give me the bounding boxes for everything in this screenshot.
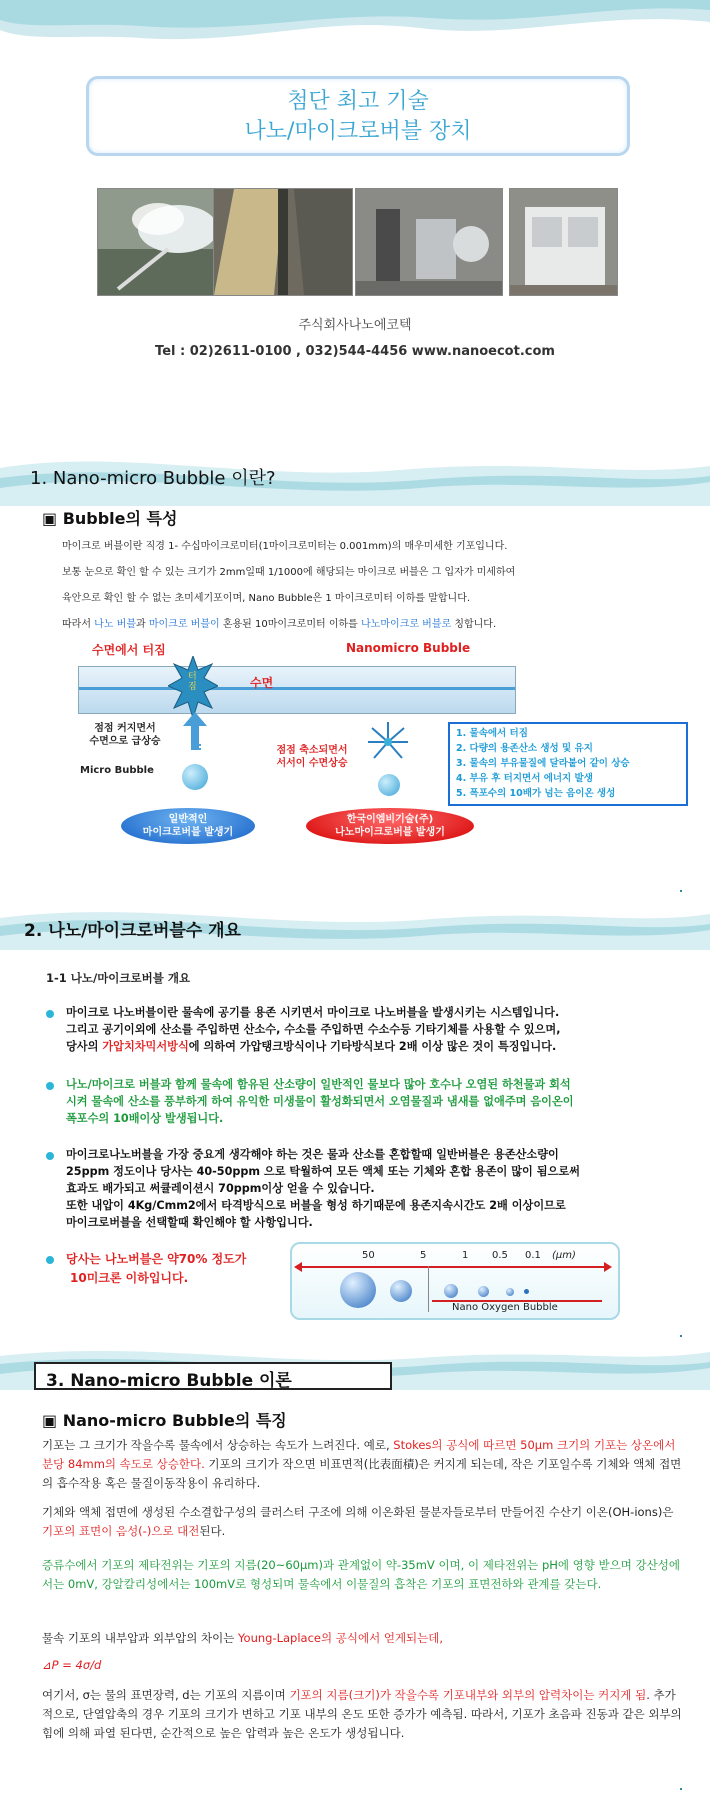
bubble-1um: [444, 1284, 458, 1298]
scale-tick-05: 0.5: [492, 1250, 508, 1261]
bubble-scale-figure: [290, 1242, 620, 1320]
bubble-tiny: [524, 1289, 529, 1294]
bullet-3: [46, 1152, 54, 1160]
s3-para-3: 증류수에서 기포의 제타전위는 기포의 지름(20~60μm)과 관계없이 약-35mV 이며, 이 제타전위는 pH에 영향 받으며 강산성에서는 0mV, 강알칼리성에서는 100mV로 형성되며 물속에서 이물질의 흡착은 기포의 표면전하와 관계를 갖는다.: [42, 1558, 680, 1591]
section1-heading: 1. Nano-micro Bubble 이란?: [30, 468, 276, 489]
micro-bubble-label: Micro Bubble: [80, 765, 154, 776]
title-banner: [86, 76, 630, 156]
axis-arrow-right-icon: [604, 1262, 612, 1272]
s2-bullet-3: 마이크로나노버블을 가장 중요게 생각해야 하는 것은 물과 산소를 혼합할때 일반버블은 용존산소량이 25ppm 정도이나 당사는 40-50ppm 으로 탁월하여 모든 액체 또는 기체와 혼합 용존이 많이 됨으로써 효과도 배가되고 써큘레이션시 70ppm이상 얻을 수 있습니다. 또한 내압이 4Kg/Cmm2에서 타격방식으로 버블을 형성 하기때문에 용존지속시간도 2배 이상이므로 마이크로버블을 선택할때 확인해야 할 사항입니다.: [66, 1148, 580, 1229]
section3-heading: 3. Nano-micro Bubble 이론: [46, 1371, 292, 1391]
feature-1: 1. 물속에서 터짐: [456, 728, 528, 739]
header-wave: [0, 0, 710, 60]
water-surface-band: [78, 666, 516, 714]
arrow-up-icon: [183, 712, 207, 748]
s1-line-4: 따라서 나노 버블과 마이크로 버블이 혼용된 10마이크로미터 이하를 나노마이크로 버블로 칭합니다.: [62, 619, 497, 630]
bullet-4: [46, 1256, 54, 1264]
generic-generator-badge: 일반적인 마이크로버블 발생기: [121, 808, 255, 844]
corner-dot-2: [680, 1335, 682, 1337]
corner-dot: [680, 890, 682, 892]
rise-slow-label: 점점 축소되면서 서서이 수면상승: [276, 745, 348, 769]
equal-mark-top: [191, 744, 201, 746]
scale-tick-1: 1: [462, 1250, 469, 1261]
feature-4: 4. 부유 후 터지면서 에너지 발생: [456, 773, 593, 784]
features-box: [448, 722, 688, 806]
micro-bubble-icon: [182, 764, 208, 790]
scale-divider: [428, 1266, 429, 1312]
photo-enclosure: [509, 188, 618, 296]
section2-heading: 2. 나노/마이크로버블수 개요: [24, 921, 241, 941]
s3-para-2: 기체와 액체 접면에 생성된 수소결합구성의 클러스터 구조에 의해 이온화된 물분자들로부터 만들어진 수산기 이온(OH-ions)은 기포의 표면이 음성(-)으로 대전된다.: [42, 1505, 674, 1538]
s2-bullet-1: 마이크로 나노버블이란 물속에 공기를 용존 시키면서 마이크로 나노버블을 발생시키는 시스템입니다. 그리고 공기이외에 산소를 주입하면 산소수, 수소를 주입하면 수소수등 기타기체를 사용할 수 있으며, 당사의 가압치차믹서방식에 의하여 가압탱크방식이나 기타방식보다 2배 이상 많은 것이 특징입니다.: [66, 1006, 561, 1053]
section2-subheading: 1-1 나노/마이크로버블 개요: [46, 971, 191, 985]
equal-mark-bottom: [191, 748, 201, 750]
nano-bubble-icon: [378, 774, 400, 796]
scale-unit: (μm): [552, 1250, 576, 1261]
photo-channel: [213, 188, 353, 296]
company-name: 주식회사나노에코텍: [298, 318, 412, 333]
nano-oxygen-caption: Nano Oxygen Bubble: [452, 1302, 558, 1313]
bubble-50um: [340, 1272, 376, 1308]
feature-2: 2. 다량의 용존산소 생성 및 유지: [456, 743, 593, 754]
surface-label: 수면: [250, 676, 274, 690]
scatter-arrows-icon: [362, 718, 414, 766]
scale-tick-01: 0.1: [525, 1250, 541, 1261]
bubble-01um: [506, 1288, 514, 1296]
title-line-2: 나노/마이크로버블 장치: [244, 119, 472, 144]
feature-5: 5. 폭포수의 10배가 넘는 음이온 생성: [456, 788, 616, 799]
s1-line-1: 마이크로 버블이란 직경 1- 수십마이크로미터(1마이크로미터는 0.001mm)의 매우미세한 기포입니다.: [62, 541, 508, 552]
section3-subheading: ▣ Nano-micro Bubble의 특징: [42, 1411, 287, 1430]
section1-subheading: ▣ Bubble의 특성: [42, 509, 178, 528]
s3-para-4: 물속 기포의 내부압과 외부압의 차이는 Young-Laplace의 공식에서 얻게되는데,: [42, 1631, 444, 1645]
label-nanomicro: Nanomicro Bubble: [346, 641, 471, 655]
corner-dot-3: [680, 1788, 682, 1790]
contact-line: Tel : 02)2611-0100 , 032)544-4456 www.nanoecot.com: [155, 344, 555, 359]
label-surface-burst: 수면에서 터짐: [92, 643, 166, 657]
bullet-2: [46, 1082, 54, 1090]
scale-axis: [298, 1266, 608, 1268]
burst-label: 터짐: [188, 672, 197, 692]
s2-bullet-2: 나노/마이크로 버블과 함께 물속에 함유된 산소량이 일반적인 물보다 많아 호수나 오염된 하천물과 회석 시켜 물속에 산소를 풍부하게 하여 유익한 미생물이 활성화되면서 오염물질과 냄새를 없애주며 음이온이 폭포수의 10배이상 발생됩니다.: [66, 1078, 574, 1125]
scale-tick-5: 5: [420, 1250, 427, 1261]
bubble-5um: [390, 1280, 412, 1302]
s2-bullet-4: 당사는 나노버블은 약70% 정도가 10미크론 이하입니다.: [66, 1252, 247, 1285]
axis-arrow-left-icon: [294, 1262, 302, 1272]
section3-heading-box: [34, 1362, 392, 1390]
bubble-05um: [478, 1286, 489, 1297]
feature-3: 3. 물속의 부유물질에 달라붙어 같이 상승: [456, 758, 630, 769]
s3-para-5: 여기서, σ는 물의 표면장력, d는 기포의 지름이며 기포의 지름(크기)가 작을수록 기포내부와 외부의 압력차이는 커지게 됨. 추가적으로, 단열압축의 경우 기포의 크기가 변하고 기포 내부의 온도 또한 증가가 예측됨. 따라서, 기포가 초음파 진동과 같은 외부의 힘에 의해 파열 된다면, 순간적으로 높은 압력과 높은 온도가 생성됩니다.: [42, 1688, 682, 1740]
company-generator-badge: 한국이엠비기술(주) 나노마이크로버블 발생기: [306, 808, 474, 844]
bullet-1: [46, 1010, 54, 1018]
scale-tick-50: 50: [362, 1250, 375, 1261]
photo-pump-system: [355, 188, 503, 296]
s1-line-2: 보통 눈으로 확인 할 수 있는 크기가 2mm일때 1/1000에 해당되는 마이크로 버블은 그 입자가 미세하여: [62, 567, 516, 578]
s3-para-1: 기포는 그 크기가 작을수록 물속에서 상승하는 속도가 느려진다. 예로, Stokes의 공식에 따르면 50μm 크기의 기포는 상온에서 분당 84mm의 속도로 상승한다. 기포의 크기가 작으면 비표면적(比表面積)은 커지게 되는데, 작은 기포일수록 기체와 액체 접면의 흡수작용 혹은 물질이동작용이 유리하다.: [42, 1438, 682, 1490]
s1-line-3: 육안으로 확인 할 수 없는 초미세기포이며, Nano Bubble은 1 마이크로미터 이하를 말합니다.: [62, 593, 471, 604]
young-laplace-formula: ⊿P = 4σ/d: [42, 1658, 102, 1672]
title-line-1: 첨단 최고 기술: [287, 89, 429, 114]
rise-fast-label: 점점 커지면서 수면으로 급상승: [89, 723, 161, 747]
